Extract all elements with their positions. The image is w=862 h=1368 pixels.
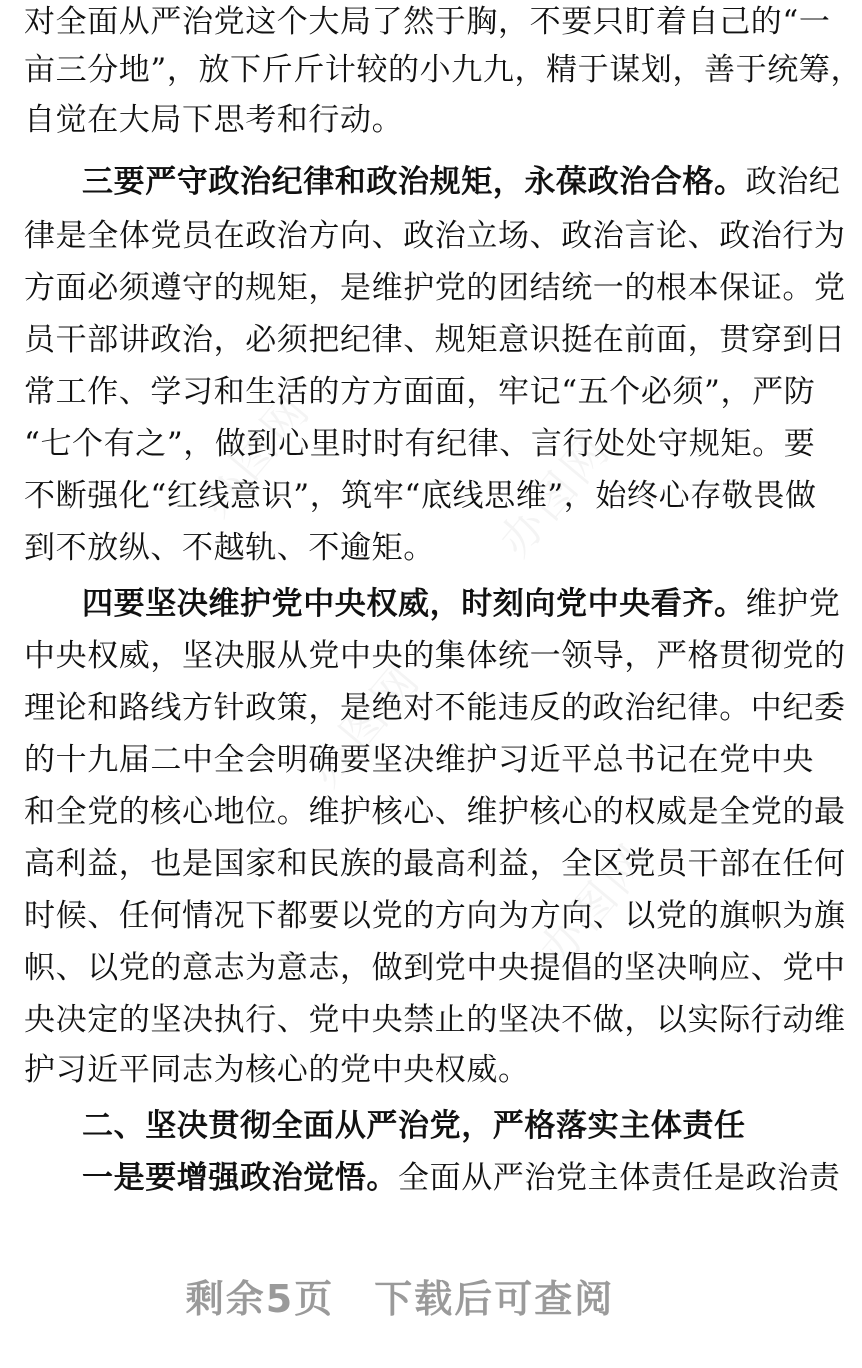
text-line: 到不放纵、不越轨、不逾矩。 xyxy=(24,530,435,566)
download-hint-label: 下载后可查阅 xyxy=(374,1277,615,1321)
paragraph-first-line xyxy=(82,162,840,202)
text-line: 央决定的坚决执行、党中央禁止的坚决不做，以实际行动维 xyxy=(24,1002,846,1038)
text-line: 护习近平同志为核心的党中央权威。 xyxy=(24,1052,530,1088)
text-line: 员干部讲政治，必须把纪律、规矩意识挺在前面，贯穿到日 xyxy=(24,322,846,358)
text-line: 方面必须遵守的规矩，是维护党的团结统一的根本保证。党 xyxy=(24,270,846,306)
text-line: 时候、任何情况下都要以党的方向为方向、以党的旗帜为旗 xyxy=(24,898,846,934)
text-line: “七个有之”，做到心里时时有纪律、言行处处守规矩。要 xyxy=(24,426,816,462)
watermark: 办图网 xyxy=(189,383,322,527)
text-line: 常工作、学习和生活的方方面面，牢记“五个必须”，严防 xyxy=(24,374,816,410)
paragraph-first-line xyxy=(82,584,840,624)
text-line: 帜、以党的意志为意志，做到党中央提倡的坚决响应、党中 xyxy=(24,950,846,986)
section-heading: 二、坚决贯彻全面从严治党，严格落实主体责任 xyxy=(82,1108,746,1144)
paragraph-text: 政治纪 xyxy=(745,164,841,200)
paragraph-heading: 四要坚决维护党中央权威，时刻向党中央看齐。 xyxy=(82,586,746,622)
paragraph-first-line xyxy=(82,1158,840,1198)
watermark: 办图网 xyxy=(529,833,662,977)
text-line: 对全面从严治党这个大局了然于胸，不要只盯着自己的“一 xyxy=(24,4,831,40)
watermark: 办图网 xyxy=(299,653,432,797)
paragraph-text: 全面从严治党主体责任是政治责 xyxy=(398,1160,841,1196)
text-line: 亩三分地”，放下斤斤计较的小九九，精于谋划，善于统筹， xyxy=(24,52,862,88)
paragraph-text: 维护党 xyxy=(745,586,841,622)
paragraph-heading: 一是要增强政治觉悟。 xyxy=(82,1160,398,1196)
text-line: 高利益，也是国家和民族的最高利益，全区党员干部在任何 xyxy=(24,846,846,882)
text-line: 和全党的核心地位。维护核心、维护核心的权威是全党的最 xyxy=(24,794,846,830)
paragraph-heading: 三要严守政治纪律和政治规矩，永葆政治合格。 xyxy=(82,164,746,200)
watermark: 办图网 xyxy=(489,423,622,567)
download-prompt[interactable] xyxy=(0,1268,800,1323)
text-line: 中央权威，坚决服从党中央的集体统一领导，严格贯彻党的 xyxy=(24,638,846,674)
remaining-pages-label: 剩余5页 xyxy=(185,1277,335,1321)
text-line: 自觉在大局下思考和行动。 xyxy=(24,102,404,138)
text-line: 不断强化“红线意识”，筑牢“底线思维”，始终心存敬畏做 xyxy=(24,478,817,514)
text-line: 律是全体党员在政治方向、政治立场、政治言论、政治行为 xyxy=(24,218,846,254)
text-line: 的十九届二中全会明确要坚决维护习近平总书记在党中央 xyxy=(24,742,814,778)
text-line: 理论和路线方针政策，是绝对不能违反的政治纪律。中纪委 xyxy=(24,690,846,726)
